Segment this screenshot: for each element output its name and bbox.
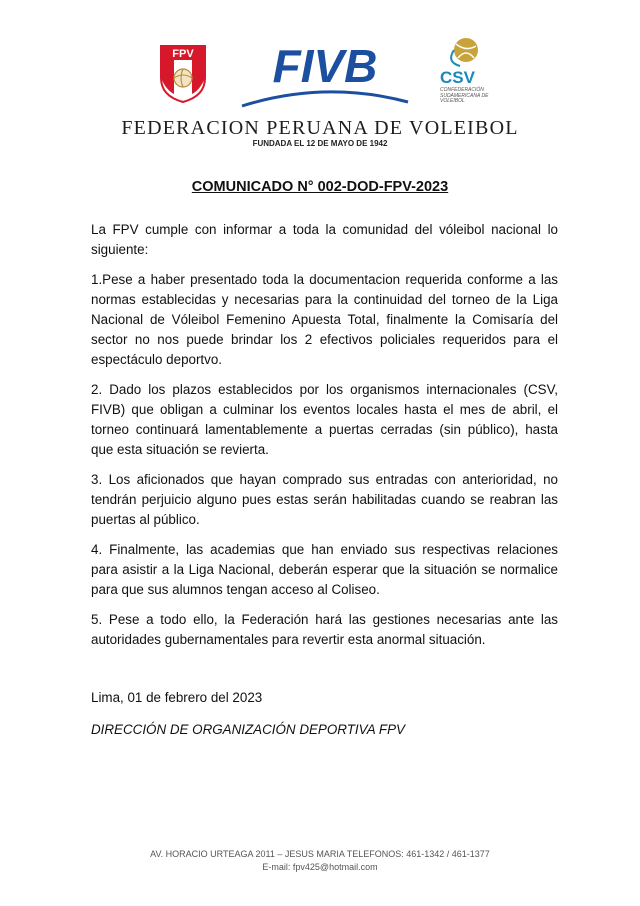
footer-address: AV. HORACIO URTEAGA 2011 – JESUS MARIA TELEFONOS: 461-1342 / 461-1377	[150, 849, 490, 859]
csv-logo	[436, 36, 500, 106]
document-closing	[91, 688, 561, 752]
fivb-logo	[240, 40, 410, 110]
document-title: COMUNICADO N° 002-DOD-FPV-2023	[191, 179, 449, 195]
point-3-paragraph: 3. Los aficionados que hayan comprado sus entradas con anterioridad, no tendrán perjuicio alguno pues estas serán habilitadas cuando se reabran las puertas al público.	[91, 472, 558, 527]
csv-logo-text: CSV	[440, 68, 475, 87]
point-5-paragraph: 5. Pese a todo ello, la Federación hará las gestiones necesarias ante las autoridades gubernamentales para revertir esta anormal situación.	[91, 612, 558, 647]
fpv-logo-text: FPV	[172, 48, 194, 60]
federation-title: FEDERACION PERUANA DE VOLEIBOL	[121, 117, 519, 139]
point-2-paragraph: 2. Dado los plazos establecidos por los organismos internacionales (CSV, FIVB) que obligan a culminar los eventos locales hasta el mes de abril, el torneo continuará lamentablemente a puertas cerradas (sin público), hasta que esta situación se revierta.	[91, 382, 558, 457]
fivb-logo-text: FIVB	[272, 40, 378, 92]
document-date: Lima, 01 de febrero del 2023	[91, 690, 263, 705]
csv-logo-subtitle: CONFEDERACIÓN SUDAMERICANA DE VOLEIBOL	[440, 87, 489, 105]
footer-email: E-mail: fpv425@hotmail.com	[262, 862, 378, 872]
header-logos	[0, 36, 640, 108]
footer	[0, 848, 640, 874]
intro-paragraph: La FPV cumple con informar a toda la comunidad del vóleibol nacional lo siguiente:	[91, 222, 558, 257]
fpv-logo	[158, 44, 208, 104]
point-1-paragraph: 1.Pese a haber presentado toda la documentacion requerida conforme a las normas establecidas y necesarias para la continuidad del torneo de la Liga Nacional de Vóleibol Femenino Apuesta Total, finalmente la Comisaría del sector no nos puede brindar los 2 efectivos policiales requeridos para el espectáculo deportvo.	[91, 272, 558, 367]
csv-ball-icon	[436, 36, 500, 68]
document-signature: DIRECCIÓN DE ORGANIZACIÓN DEPORTIVA FPV	[91, 722, 405, 737]
point-4-paragraph: 4. Finalmente, las academias que han enviado sus respectivas relaciones para asistir a la Liga Nacional, deberán esperar que la situación se normalice para que sus alumnos tengan acceso al Coliseo.	[91, 542, 558, 597]
document-body	[91, 220, 558, 660]
federation-founded: FUNDADA EL 12 DE MAYO DE 1942	[252, 139, 388, 148]
